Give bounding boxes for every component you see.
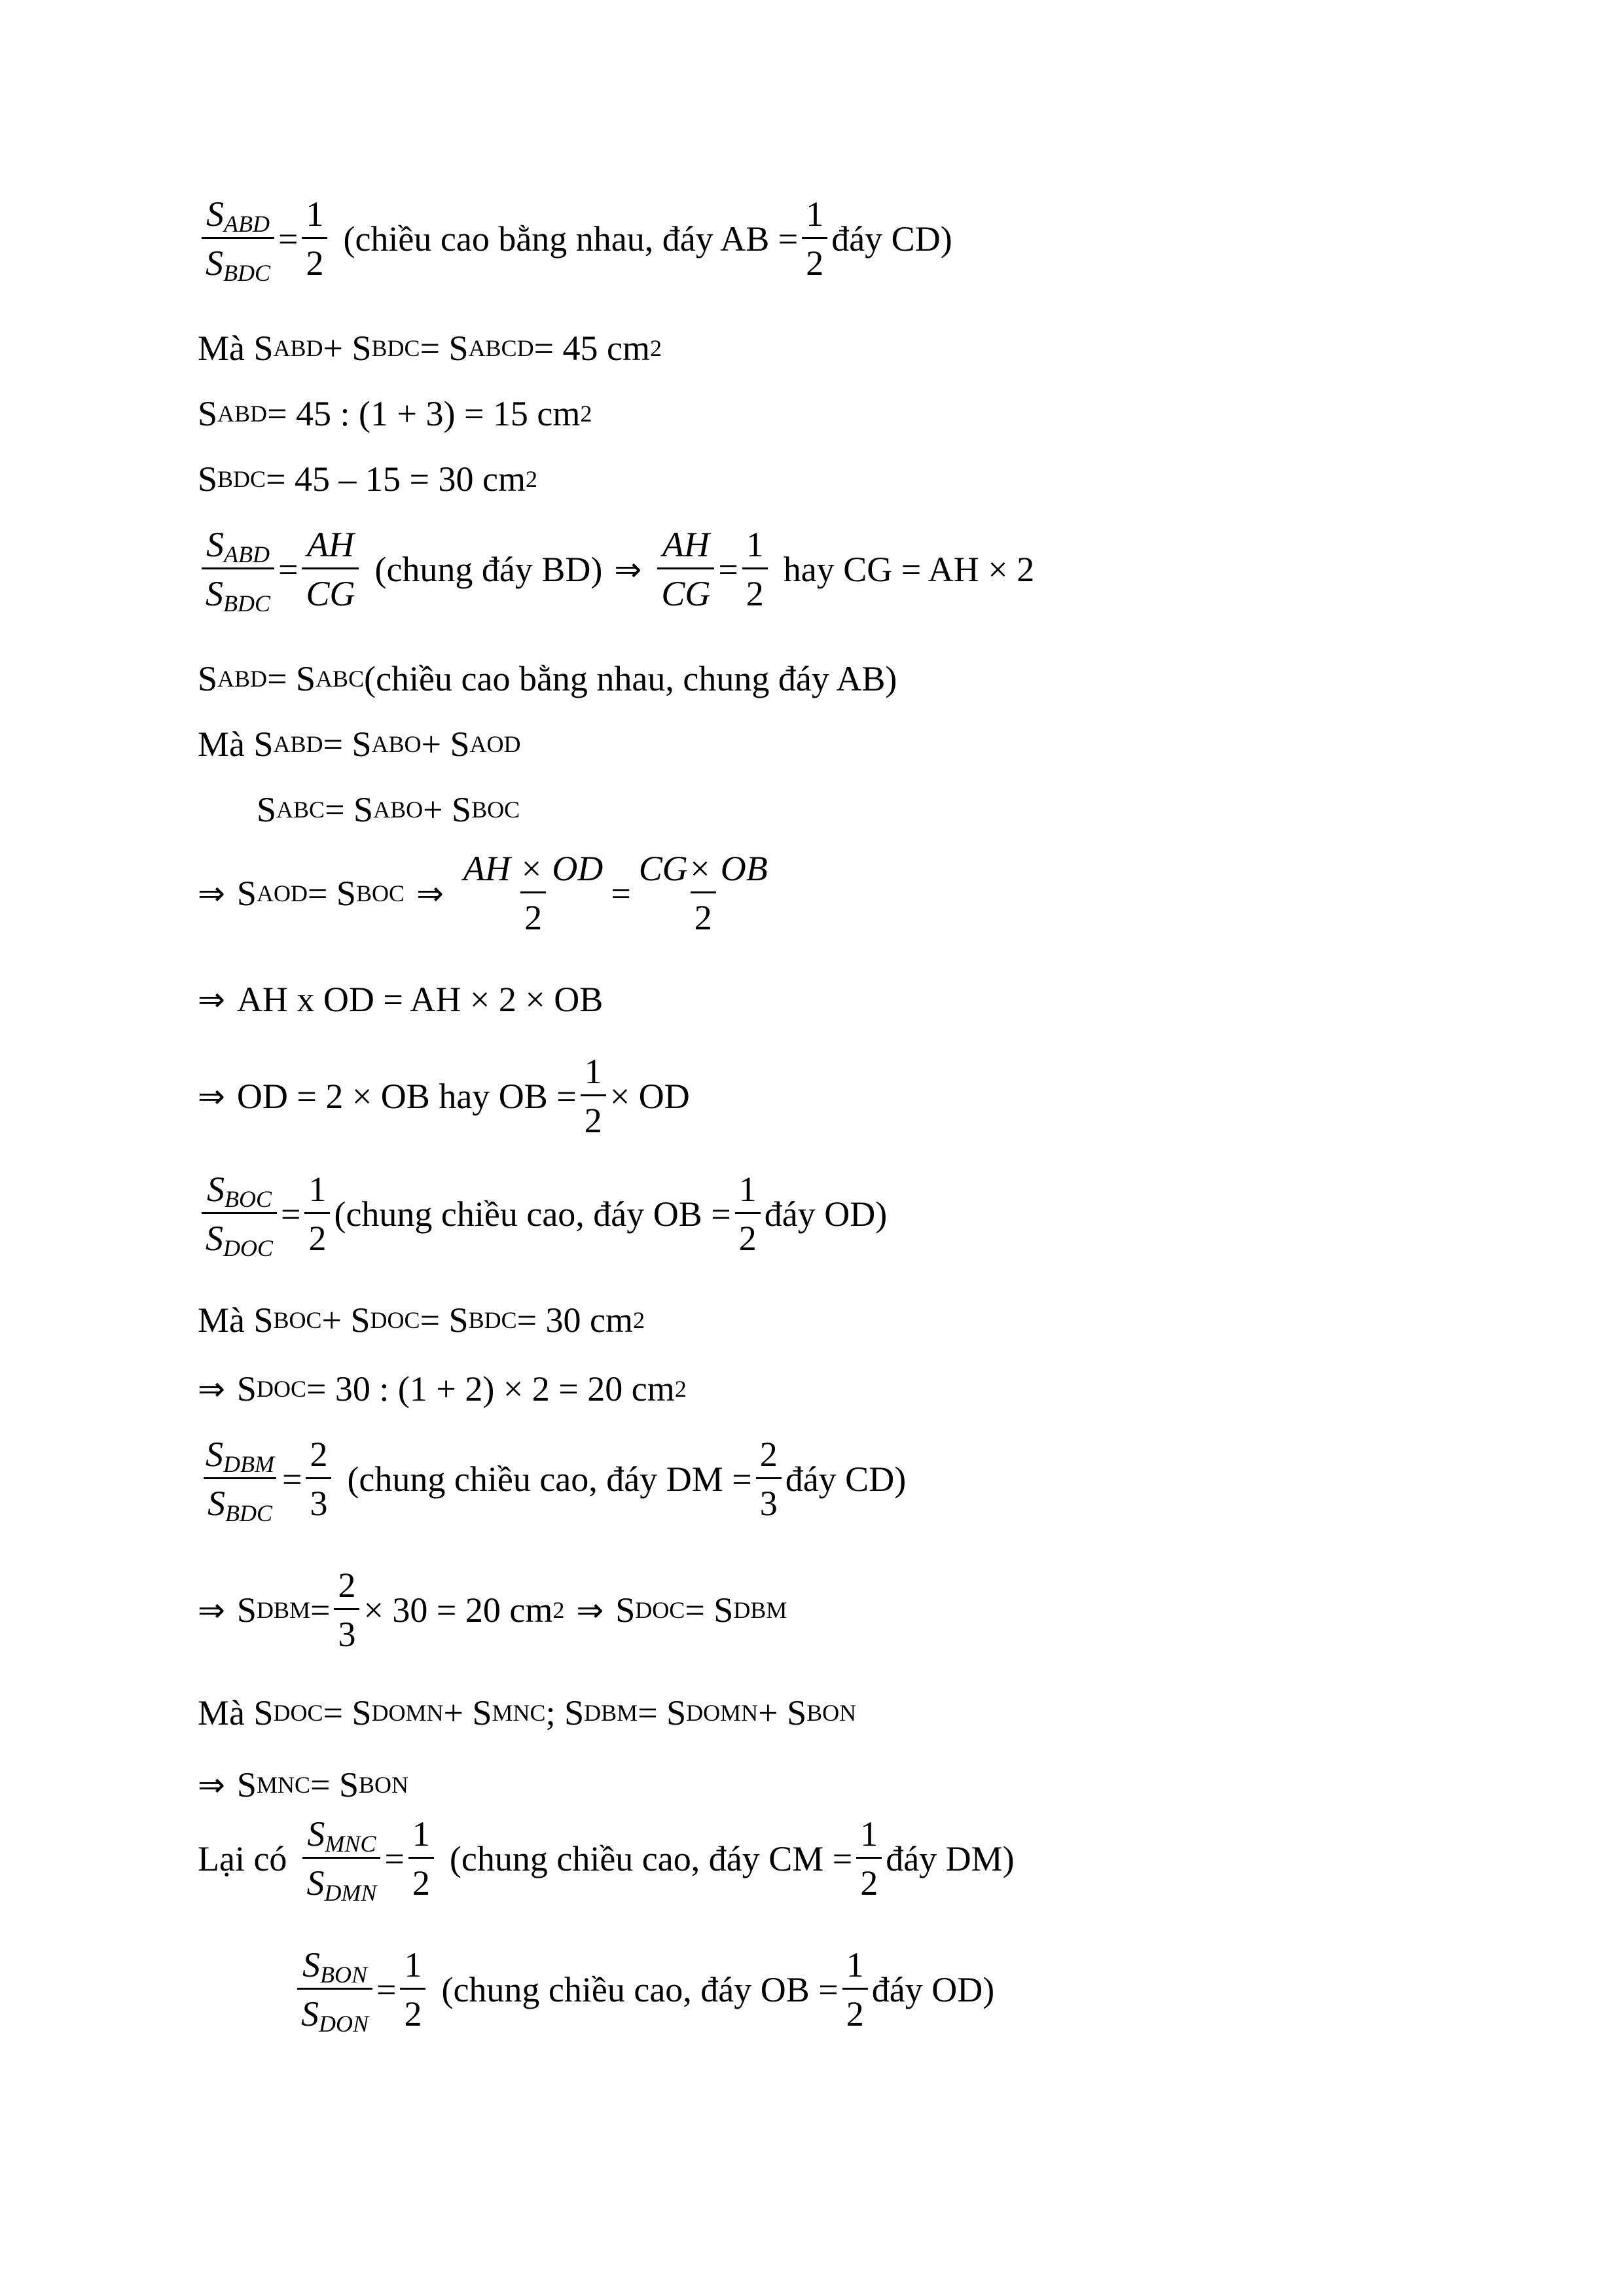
math-text: S [236,1369,257,1408]
fraction-numerator [202,527,274,567]
math-text: S [615,1590,636,1630]
math-text: = 45 cm [533,329,651,368]
fraction-denominator [302,1857,380,1906]
fraction [334,1568,359,1652]
fraction-denominator: 2 [304,1212,330,1256]
line-3: S ABD = 45 : (1 + 3) = 15 cm 2 [198,394,592,433]
math-text: = [376,1969,397,2009]
fraction-numerator: 2 [310,1435,328,1474]
math-text: đáy CD) [831,219,952,259]
math-text: hay CG = AH × 2 [783,549,1035,589]
line-2: Mà S ABD + S BDC = S ABCD = 45 cm 2 [198,329,662,368]
line-15 [198,1435,907,1526]
subscript: BDC [223,590,270,617]
fraction-numerator: AH × OD [463,849,604,888]
math-text: S [207,1484,225,1523]
math-text: Mà S [198,725,274,764]
fraction-numerator: 1 [806,194,824,234]
math-text: đáy OD) [764,1194,888,1234]
math-text: = 45 – 15 = 30 cm [266,459,526,499]
fraction-denominator: 2 [520,891,546,935]
line-17: Mà S DOC = S DOMN + S MNC ; S DBM = S DOMN + S BON [198,1693,857,1732]
line-19 [198,1814,1015,1906]
fraction-denominator [202,237,274,286]
fraction-denominator: 2 [742,567,768,611]
math-text: = 30 : (1 + 2) × 2 = 20 cm [306,1369,675,1408]
math-text: + S [323,329,372,368]
subscript: ABD [224,211,270,237]
line-12 [198,1170,888,1261]
implies-arrow: ⇒ [198,1370,225,1408]
fraction [742,527,768,611]
math-text: = S [420,1300,469,1340]
line-20 [293,1945,995,2037]
fraction-numerator: 1 [584,1052,602,1091]
math-text: = S [420,329,469,368]
line-9: ⇒ S AOD = S BOC ⇒ $\frac{AH \times OD}{2}$ = $\frac{CG\times OB}{2}$ [198,851,776,935]
fraction-denominator: 3 [306,1477,331,1521]
fraction-numerator: AH [662,525,710,564]
fraction [460,851,607,935]
math-text: S [257,790,277,829]
math-text: đáy OD) [871,1969,995,2009]
subscript: DOC [223,1235,274,1261]
fraction-numerator: 2 [338,1566,356,1605]
math-text: S [236,873,257,913]
math-text: S [301,1994,319,2034]
subscript: BDC [223,260,270,286]
fraction-denominator: 2 [842,1988,868,2032]
math-text: S [236,1590,257,1630]
fraction [657,527,714,611]
fraction-denominator [204,1477,276,1526]
fraction-numerator: 2 [759,1435,778,1474]
subscript: DON [319,2011,369,2037]
math-text: + S [421,725,470,764]
subscript: BDC [225,1500,272,1526]
fraction-denominator [297,1988,372,2037]
subscript: BOC [225,1186,272,1212]
math-text: + S [443,1693,492,1732]
fraction-numerator: 1 [738,1170,757,1209]
math-text: đáy CD) [785,1459,907,1499]
fraction-numerator: 1 [306,194,324,234]
fraction-denominator: 2 [735,1212,761,1256]
fraction-denominator: 2 [400,1988,425,2032]
implies-arrow: ⇒ [198,1077,225,1115]
line-7: Mà S ABD = S ABO + S AOD [198,725,521,764]
fraction [842,1947,868,2032]
math-text: = 30 cm [516,1300,634,1340]
math-text: = 45 : (1 + 3) = 15 cm [267,394,581,433]
math-text: = [281,1459,302,1499]
math-text: S [206,574,223,613]
math-text: = S [267,659,316,698]
implies-arrow: ⇒ [614,550,642,588]
math-text: = [281,1194,301,1234]
math-text: ; S [545,1693,585,1732]
math-text: (chung chiều cao, đáy CM = [449,1839,853,1878]
fraction [400,1947,425,2032]
math-text: Lại có [198,1839,287,1878]
fraction-numerator: CG× OB [638,849,768,888]
line-8: S ABC = S ABO + S BOC [257,790,520,829]
fraction-denominator: CG [657,567,714,611]
fraction [202,1170,277,1261]
math-text: S [206,525,224,564]
fraction [302,527,359,611]
math-text: × 30 = 20 cm [363,1590,553,1630]
math-text: S [206,194,224,234]
math-text: = [611,873,631,913]
math-text: (chung chiều cao, đáy OB = [334,1194,731,1234]
fraction-denominator: 2 [408,1857,434,1901]
fraction-denominator [202,567,274,617]
fraction [856,1816,882,1901]
fraction [302,1814,380,1906]
math-text: S [198,394,218,433]
fraction-denominator: 2 [581,1094,606,1138]
fraction [202,525,274,617]
math-text: = S [325,790,374,829]
fraction-numerator: 1 [860,1814,878,1854]
implies-arrow: ⇒ [576,1590,604,1629]
math-text: = S [307,873,356,913]
implies-arrow: ⇒ [198,874,225,912]
math-text: = [384,1839,405,1878]
math-text: Mà S [198,329,274,368]
math-text: S [198,659,218,698]
math-text: S [206,243,223,283]
math-text: (chung đáy BD) [374,549,603,589]
math-text: = S [685,1590,734,1630]
math-text: = S [638,1693,687,1732]
math-text: + S [321,1300,370,1340]
fraction-numerator: 1 [308,1170,327,1209]
line-18: ⇒ S MNC = S BON [198,1765,408,1804]
line-16: ⇒ S DBM = $\frac{2}{3}$ × 30 = 20 cm 2 ⇒ S DOC = S DBM [198,1566,787,1654]
math-text: (chung chiều cao, đáy DM = [347,1459,752,1499]
area-ratio-fraction [202,194,274,286]
math-text: + S [423,790,472,829]
math-text: = [718,549,738,589]
line-6: S ABD = S ABC (chiều cao bằng nhau, chung đáy AB) [198,659,897,698]
fraction-numerator: 1 [412,1814,430,1854]
fraction-numerator [303,1816,380,1857]
fraction [297,1945,372,2037]
math-text: = S [310,1765,359,1804]
line-10 [198,982,603,1017]
fraction-denominator [202,1212,277,1261]
math-text: S [307,1814,325,1854]
math-text: Mà S [198,1300,274,1340]
math-text: = [278,549,298,589]
math-text: (chiều cao bằng nhau, chung đáy AB) [364,659,897,698]
subscript: DBM [223,1451,274,1477]
fraction-denominator: 2 [302,237,327,281]
math-text: Mà S [198,1693,274,1732]
subscript: DMN [324,1880,377,1906]
fraction-numerator: AH [306,525,354,564]
line-4: S BDC = 45 – 15 = 30 cm 2 [198,459,537,499]
fraction-numerator [298,1947,371,1988]
math-text: S [198,459,218,499]
math-text: + S [758,1693,807,1732]
math-text: = [310,1590,331,1630]
math-text: AH x OD = AH × 2 × OB [236,980,604,1019]
line-1 [198,194,952,286]
fraction [581,1054,606,1138]
line-14: ⇒ S DOC = 30 : (1 + 2) × 2 = 20 cm 2 [198,1369,687,1408]
fraction [202,1435,278,1526]
fraction-denominator: 2 [691,891,716,935]
fraction-numerator: 1 [846,1945,864,1984]
fraction [802,196,827,281]
math-text: (chiều cao bằng nhau, đáy AB = [343,219,799,259]
fraction-numerator [202,196,274,237]
line-13: Mà S BOC + S DOC = S BDC = 30 cm 2 [198,1300,645,1340]
math-text: S [306,1863,325,1903]
fraction-denominator: 2 [856,1857,882,1901]
math-text: = S [323,1693,372,1732]
subscript: MNC [325,1831,376,1857]
math-text: = S [323,725,372,764]
fraction-denominator: 2 [802,237,827,281]
math-text: S [302,1945,320,1984]
fraction [756,1437,782,1521]
math-text: × OD [609,1076,690,1116]
line-5 [198,525,1035,617]
fraction [408,1816,434,1901]
math-text: đáy DM) [886,1839,1015,1878]
subscript: BON [320,1962,367,1988]
math-text: (chung chiều cao, đáy OB = [441,1969,839,2009]
subscript: ABD [224,541,270,567]
fraction [304,1172,330,1256]
fraction [735,1172,761,1256]
fraction [302,196,327,281]
math-text: S [206,1219,223,1258]
fraction-numerator [202,1437,278,1477]
math-text: S [236,1765,257,1804]
fraction-numerator [203,1172,276,1212]
fraction-denominator: 3 [334,1608,359,1652]
fraction-denominator: 3 [756,1477,782,1521]
implies-arrow: ⇒ [198,1590,225,1629]
fraction-numerator: 1 [404,1945,422,1984]
implies-arrow: ⇒ [198,980,225,1018]
fraction-numerator: 1 [746,525,764,564]
math-text: S [206,1435,223,1474]
implies-arrow: ⇒ [416,874,444,912]
fraction-denominator: CG [302,567,359,611]
line-11 [198,1054,690,1138]
fraction [635,851,772,935]
math-text: = [278,219,298,259]
math-text: S [207,1170,225,1209]
implies-arrow: ⇒ [198,1766,225,1804]
math-text: OD = 2 × OB hay OB = [236,1076,577,1116]
fraction [306,1437,331,1521]
